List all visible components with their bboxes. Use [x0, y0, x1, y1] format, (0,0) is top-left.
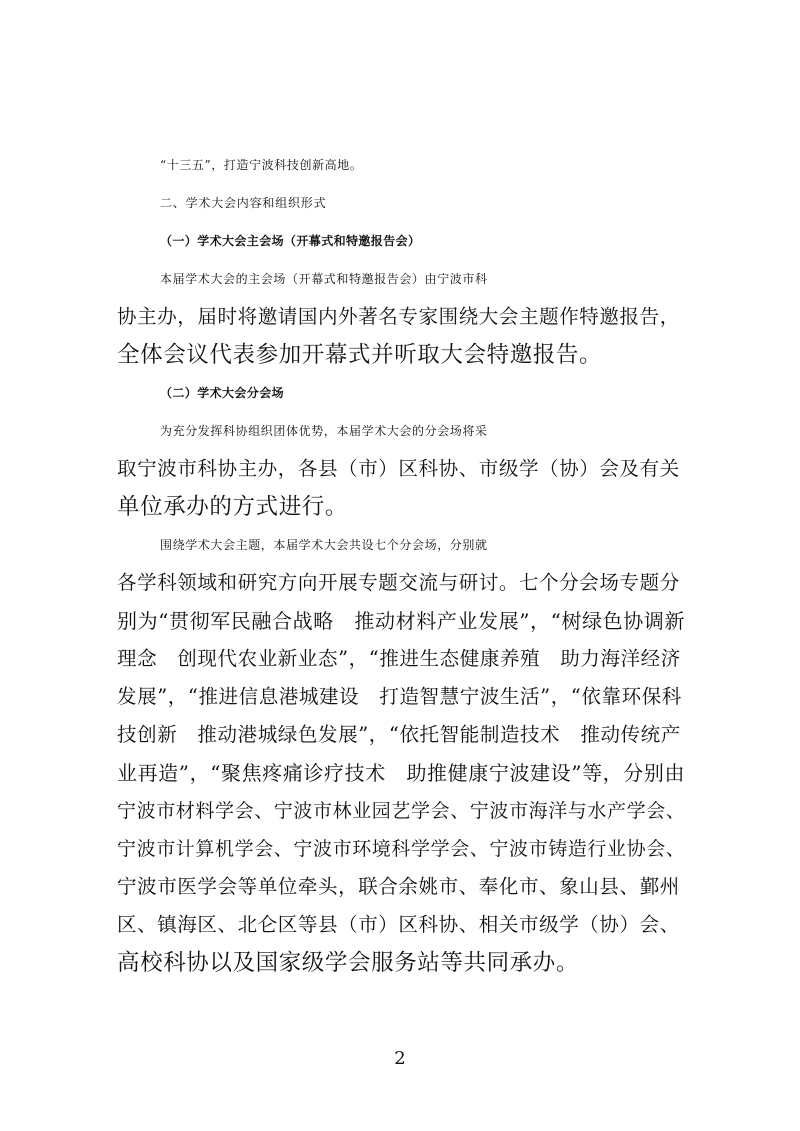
paragraph-line: 取宁波市科协主办，各县（市）区科协、市级学（协）会及有关 [117, 457, 680, 480]
paragraph-line: 业再造”，“聚焦疼痛诊疗技术 助推健康宁波建设”等，分别由 [117, 761, 686, 785]
paragraph-line: 单位承办的方式进行。 [117, 494, 349, 520]
subsection-heading-2: （二）学术大会分会场 [160, 386, 285, 400]
paragraph-line: 技创新 推动港城绿色发展”，“依托智能制造技术 推动传统产 [117, 723, 681, 746]
paragraph-line: 区、镇海区、北仑区等县（市）区科协、相关市级学（协）会、 [117, 913, 680, 936]
paragraph-line: 宁波市计算机学会、宁波市环境科学学会、宁波市铸造行业协会、 [117, 838, 686, 860]
paragraph-line: 协主办，届时将邀请国内外著名专家围绕大会主题作特邀报告， [117, 305, 680, 328]
paragraph-line: 各学科领域和研究方向开展专题交流与研讨。七个分会场专题分 [117, 571, 680, 594]
subsection-heading-1: （一）学术大会主会场（开幕式和特邀报告会） [160, 234, 421, 248]
paragraph-line: 全体会议代表参加开幕式并听取大会特邀报告。 [117, 342, 603, 368]
paragraph-line: 别为“贯彻军民融合战略 推动材料产业发展”，“树绿色协调新 [117, 609, 686, 633]
text-line: “十三五”，打造宁波科技创新高地。 [160, 158, 363, 172]
paragraph-line: 为充分发挥科协组织团体优势，本届学术大会的分会场将采 [160, 424, 488, 438]
page-number: 2 [394, 1048, 406, 1069]
paragraph-line: 宁波市医学会等单位牵头，联合余姚市、奉化市、象山县、鄞州 [117, 875, 680, 898]
paragraph-line: 理念 创现代农业新业态”，“推进生态健康养殖 助力海洋经济 [117, 647, 681, 670]
section-heading: 二、学术大会内容和组织形式 [160, 196, 327, 210]
paragraph-line: 发展”，“推进信息港城建设 打造智慧宁波生活”，“依靠环保科 [117, 685, 682, 708]
paragraph-line: 围绕学术大会主题，本届学术大会共设七个分会场，分别就 [160, 538, 488, 552]
paragraph-line: 高校科协以及国家级学会服务站等共同承办。 [117, 950, 580, 976]
paragraph-line: 宁波市材料学会、宁波市林业园艺学会、宁波市海洋与水产学会、 [117, 800, 686, 822]
paragraph-line: 本届学术大会的主会场（开幕式和特邀报告会）由宁波市科 [160, 272, 488, 286]
